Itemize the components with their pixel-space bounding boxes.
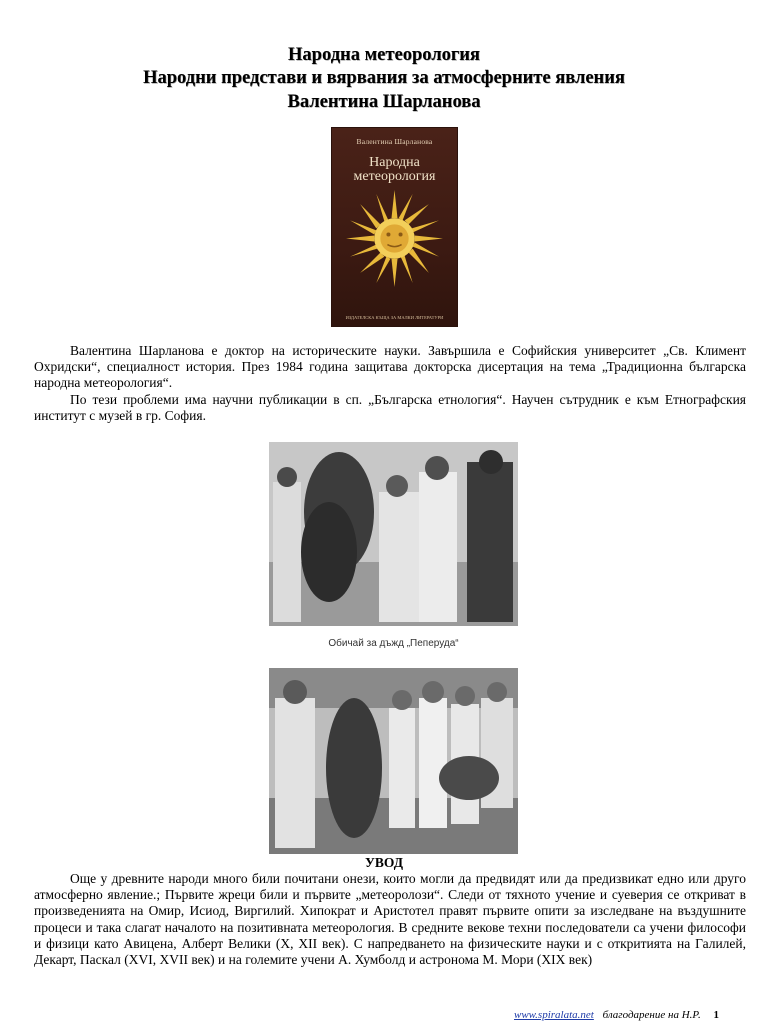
bio-paragraph-1: Валентина Шарланова е доктор на историческите науки. Завършила е Софийския университет „Св. Климент Охридски“, специалност история. През 1984 година защитава докторска дисертация на тема „Традиционна българска народна метеорология“.: [34, 343, 746, 391]
intro-paragraph: Още у древните народи много били почитани онези, които могли да предвидят или да предизвикат едно или друго атмосферно явление.; Първите жреци били и първите „метеоролози“. Следи от тяхното учение и суеверия се откриват в произведенията на Омир, Исиод, Виргилий. Хипократ и Аристотел правят първите опити за изследване на въздушните процеси и така слагат началото на позитивната метеорология. В средните векове техни последователи са учени философи и физици като Авицена, Алберт Велики (X, XII век). С напредването на физическите науки и с откритията на Галилей, Декарт, Паскал (XVI, XVII век) и на големите учени А. Хумболд и астронома М. Мори (XIX век): [34, 871, 746, 968]
document-title: Народна метеорология: [288, 45, 480, 65]
photo-caption: Обичай за дъжд „Пеперуда“: [328, 638, 459, 649]
cover-author: Валентина Шарланова: [356, 137, 433, 146]
folk-ritual-photo-bottom: [269, 668, 518, 854]
cover-title-line1: Народна: [369, 155, 420, 170]
page-number: 1: [713, 1009, 719, 1021]
spiralata-link[interactable]: www.spiralata.net: [513, 1009, 594, 1021]
cover-publisher: ИЗДАТЕЛСКА КЪЩА ЗА МАЛКИ ЛИТЕРАТУРИ: [345, 315, 444, 320]
document-author: Валентина Шарланова: [287, 92, 481, 112]
document-subtitle: Народни представи и вярвания за атмосферните явления: [143, 68, 625, 88]
section-heading-intro: УВОД: [364, 855, 404, 870]
page-footer: [514, 1009, 719, 1022]
footer-thanks: благодарение на Н.Р.: [602, 1009, 701, 1021]
cover-title-line2: метеорология: [353, 169, 436, 184]
sun-illustration: [344, 188, 445, 289]
bio-paragraph-2: По тези проблеми има научни публикации в сп. „Българска етнология“. Научен сътрудник е към Етнографския институт с музей в гр. София.: [34, 392, 746, 424]
cover-title: [332, 156, 457, 184]
folk-ritual-photo-top: [269, 442, 518, 626]
book-cover-image: [332, 128, 457, 326]
